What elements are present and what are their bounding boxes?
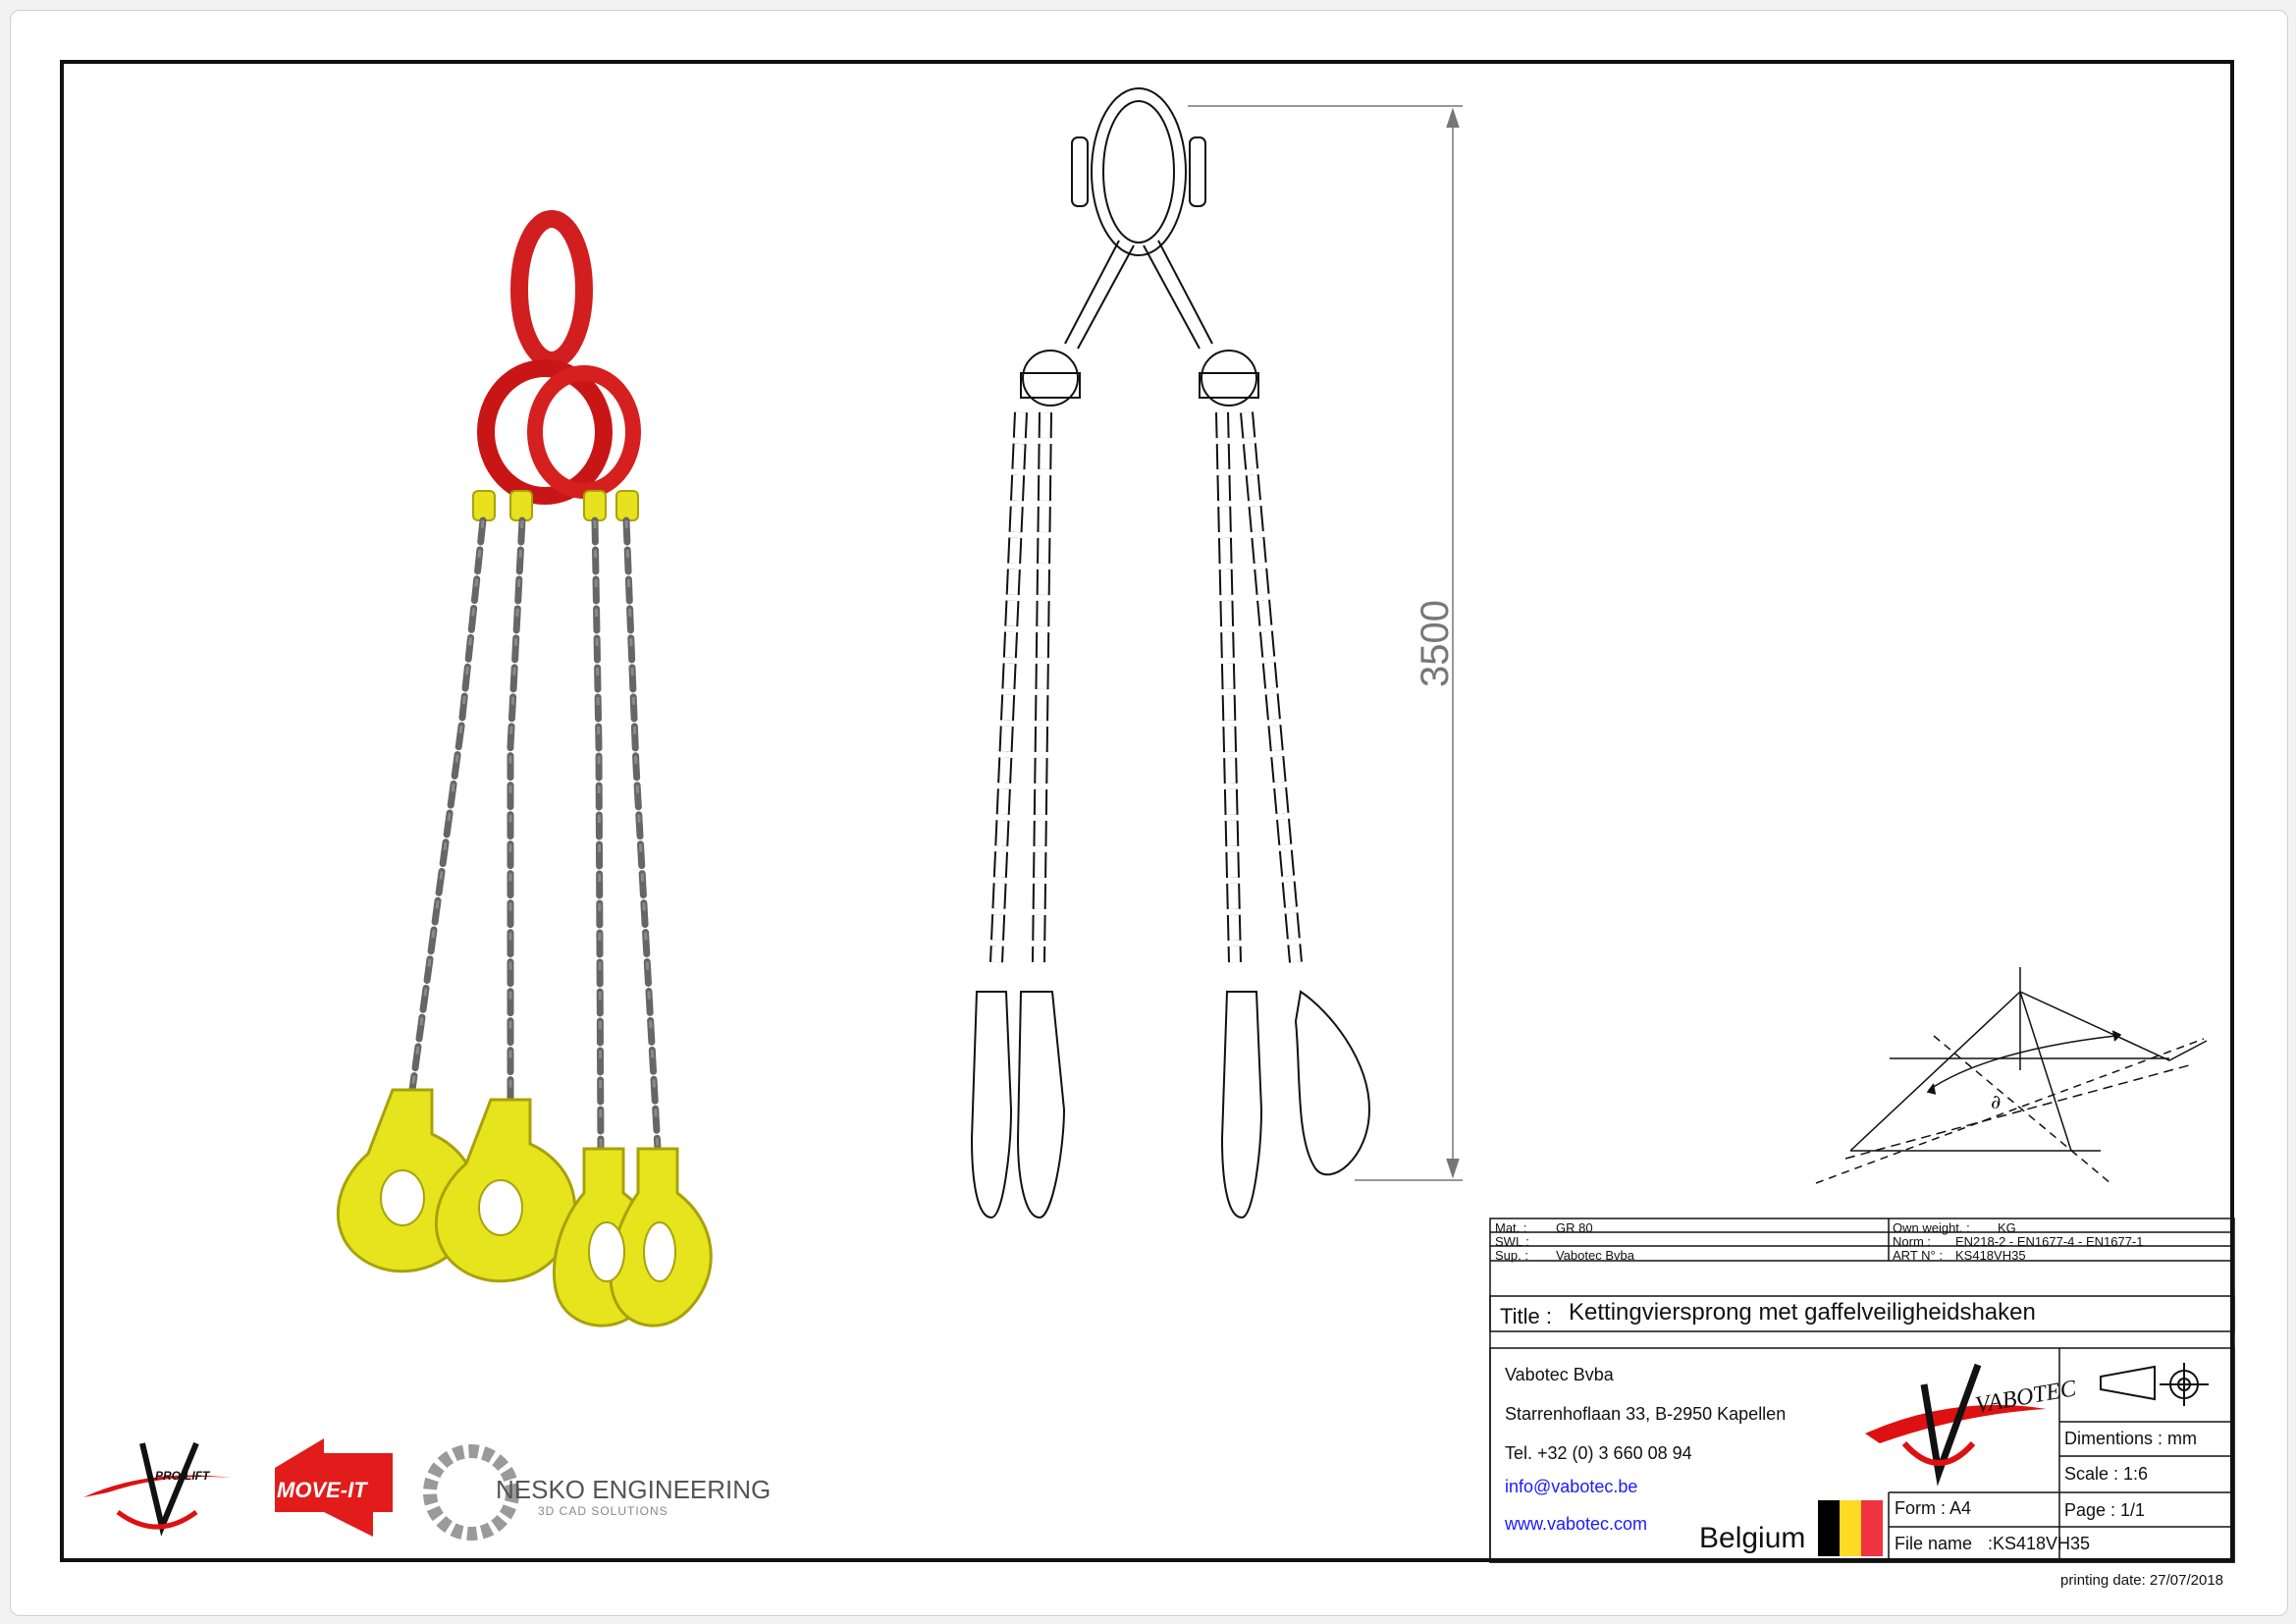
- company-website[interactable]: www.vabotec.com: [1505, 1514, 1648, 1534]
- swl-label: SWL :: [1495, 1234, 1529, 1249]
- prolift-logo: [83, 1443, 231, 1527]
- art-value: KS418VH35: [1955, 1248, 2026, 1263]
- nesko-logo-name: NESKO ENGINEERING: [496, 1475, 772, 1504]
- prolift-logo-text: PRO-LIFT: [155, 1469, 210, 1483]
- company-email[interactable]: info@vabotec.be: [1505, 1477, 1638, 1496]
- paper-format: Form : A4: [1895, 1498, 1972, 1518]
- mat-value: GR 80: [1556, 1220, 1593, 1235]
- own-weight-label: Own weight. :: [1893, 1220, 1970, 1235]
- height-dimension: 3500: [1414, 600, 1457, 687]
- projection-symbol: [2101, 1363, 2209, 1406]
- company-address: Starrenhoflaan 33, B-2950 Kapellen: [1505, 1404, 1787, 1424]
- norm-value: EN218-2 - EN1677-4 - EN1677-1: [1955, 1234, 2144, 1249]
- dimensions-unit: Dimentions : mm: [2064, 1429, 2198, 1448]
- title-label: Title :: [1500, 1304, 1552, 1328]
- sup-label: Sup. :: [1495, 1248, 1528, 1263]
- angle-diagram: [1816, 967, 2207, 1183]
- printing-date: printing date: 27/07/2018: [2060, 1572, 2223, 1589]
- norm-label: Norm :: [1893, 1234, 1931, 1249]
- vabotec-logo-text: VABOTEC: [1973, 1376, 2078, 1419]
- country-name: Belgium: [1699, 1522, 1806, 1554]
- file-name-label: File name: [1895, 1534, 1973, 1553]
- angle-label: ∂: [1991, 1090, 2002, 1113]
- mat-label: Mat. :: [1495, 1220, 1527, 1235]
- belgium-flag: [1818, 1500, 1883, 1556]
- technical-line-drawing: [972, 88, 1463, 1218]
- moveit-logo-text: MOVE-IT: [277, 1478, 367, 1502]
- vabotec-logo: [1865, 1365, 2047, 1473]
- file-name-value: :KS418VH35: [1988, 1534, 2091, 1553]
- sup-value: Vabotec Bvba: [1556, 1248, 1634, 1263]
- own-weight-value: KG: [1998, 1220, 2016, 1235]
- company-phone: Tel. +32 (0) 3 660 08 94: [1505, 1443, 1692, 1463]
- drawing-title: Kettingviersprong met gaffelveiligheidshaken: [1569, 1299, 2036, 1326]
- scale: Scale : 1:6: [2064, 1464, 2149, 1484]
- art-label: ART N° :: [1893, 1248, 1943, 1263]
- page-number: Page : 1/1: [2064, 1500, 2146, 1520]
- company-name: Vabotec Bvba: [1505, 1365, 1614, 1384]
- nesko-logo-tagline: 3D CAD SOLUTIONS: [538, 1504, 668, 1518]
- rendered-sling-image: [338, 219, 711, 1326]
